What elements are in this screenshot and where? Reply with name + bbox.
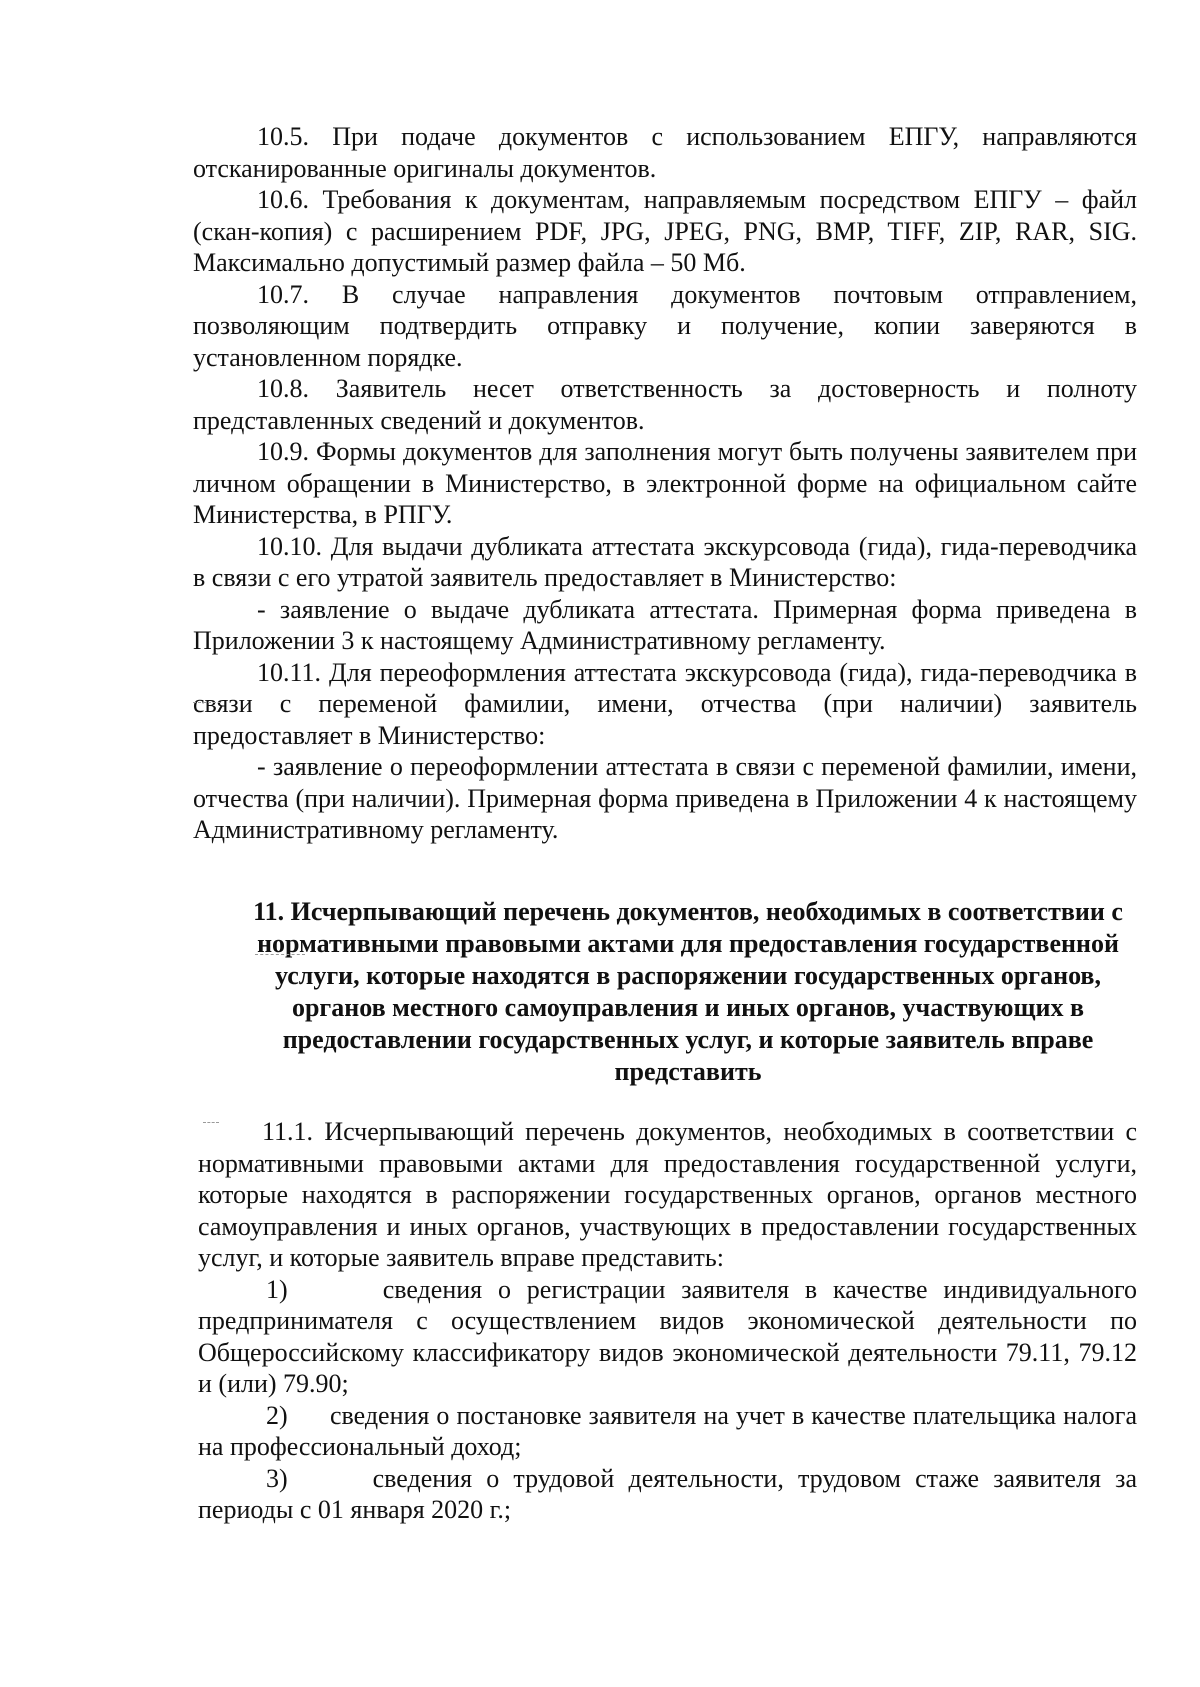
paragraph-10-11: 10.11. Для переоформления аттестата экскурсовода (гида), гида-переводчика в связи с переменой фамилии, имени, отчества (при наличии) заявитель предоставляет в Министерство: (193, 657, 1137, 750)
section-11-heading: 11. Исчерпывающий перечень документов, необходимых в соответствии с нормативными правовыми актами для предоставления государственной услуги, которые находятся в распоряжении государственных органов, органов местного самоуправления и иных органов, участвующих в предоставлении государственных услуг, и которые заявитель вправе представить (253, 897, 1123, 1086)
paragraph-10-9: 10.9. Формы документов для заполнения могут быть получены заявителем при личном обращении в Министерство, в электронной форме на официальном сайте Министерства, в РПГУ. (193, 437, 1137, 529)
paragraph-11-1: 11.1. Исчерпывающий перечень документов, необходимых в соответствии с нормативными правовыми актами для предоставления государственной услуги, которые находятся в распоряжении государственных органов, органов местного самоуправления и иных органов, участвующих в предоставлении государственных услуг, и которые заявитель вправе представить: (198, 1117, 1137, 1272)
section-10-body (193, 121, 1137, 846)
section-11-body (198, 1116, 1137, 1526)
scan-artifact (255, 954, 305, 955)
paragraph-10-10-item: - заявление о выдаче дубликата аттестата. Примерная форма приведена в Приложении 3 к настоящему Административному регламенту. (193, 594, 1137, 655)
paragraph-10-5: 10.5. При подаче документов с использованием ЕПГУ, направляются отсканированные оригиналы документов. (193, 122, 1137, 183)
list-item-1: 1) сведения о регистрации заявителя в качестве индивидуального предпринимателя с осуществлением видов экономической деятельности по Общероссийскому классификатору видов экономической деятельности 79.11, 79.12 и (или) 79.90; (198, 1274, 1137, 1398)
paragraph-10-10: 10.10. Для выдачи дубликата аттестата экскурсовода (гида), гида-переводчика в связи с его утратой заявитель предоставляет в Министерство: (193, 531, 1137, 592)
scan-artifact (203, 1122, 219, 1123)
paragraph-10-8: 10.8. Заявитель несет ответственность за достоверность и полноту представленных сведений и документов. (193, 374, 1137, 435)
paragraph-10-11-item: - заявление о переоформлении аттестата в связи с переменой фамилии, имени, отчества (при наличии). Примерная форма приведена в Приложении 4 к настоящему Административному регламенту. (193, 752, 1137, 844)
list-item-3: 3) сведения о трудовой деятельности, трудовом стаже заявителя за периоды с 01 января 2020 г.; (198, 1463, 1137, 1524)
list-item-2: 2) сведения о постановке заявителя на учет в качестве плательщика налога на профессиональный доход; (198, 1400, 1137, 1461)
paragraph-10-6: 10.6. Требования к документам, направляемым посредством ЕПГУ – файл (скан-копия) с расширением PDF, JPG, JPEG, PNG, BMP, TIFF, ZIP, RAR, SIG. Максимально допустимый размер файла – 50 Мб. (193, 185, 1137, 277)
paragraph-10-7: 10.7. В случае направления документов почтовым отправлением, позволяющим подтвердить отправку и получение, копии заверяются в установленном порядке. (193, 279, 1137, 372)
scan-artifact (193, 702, 221, 703)
